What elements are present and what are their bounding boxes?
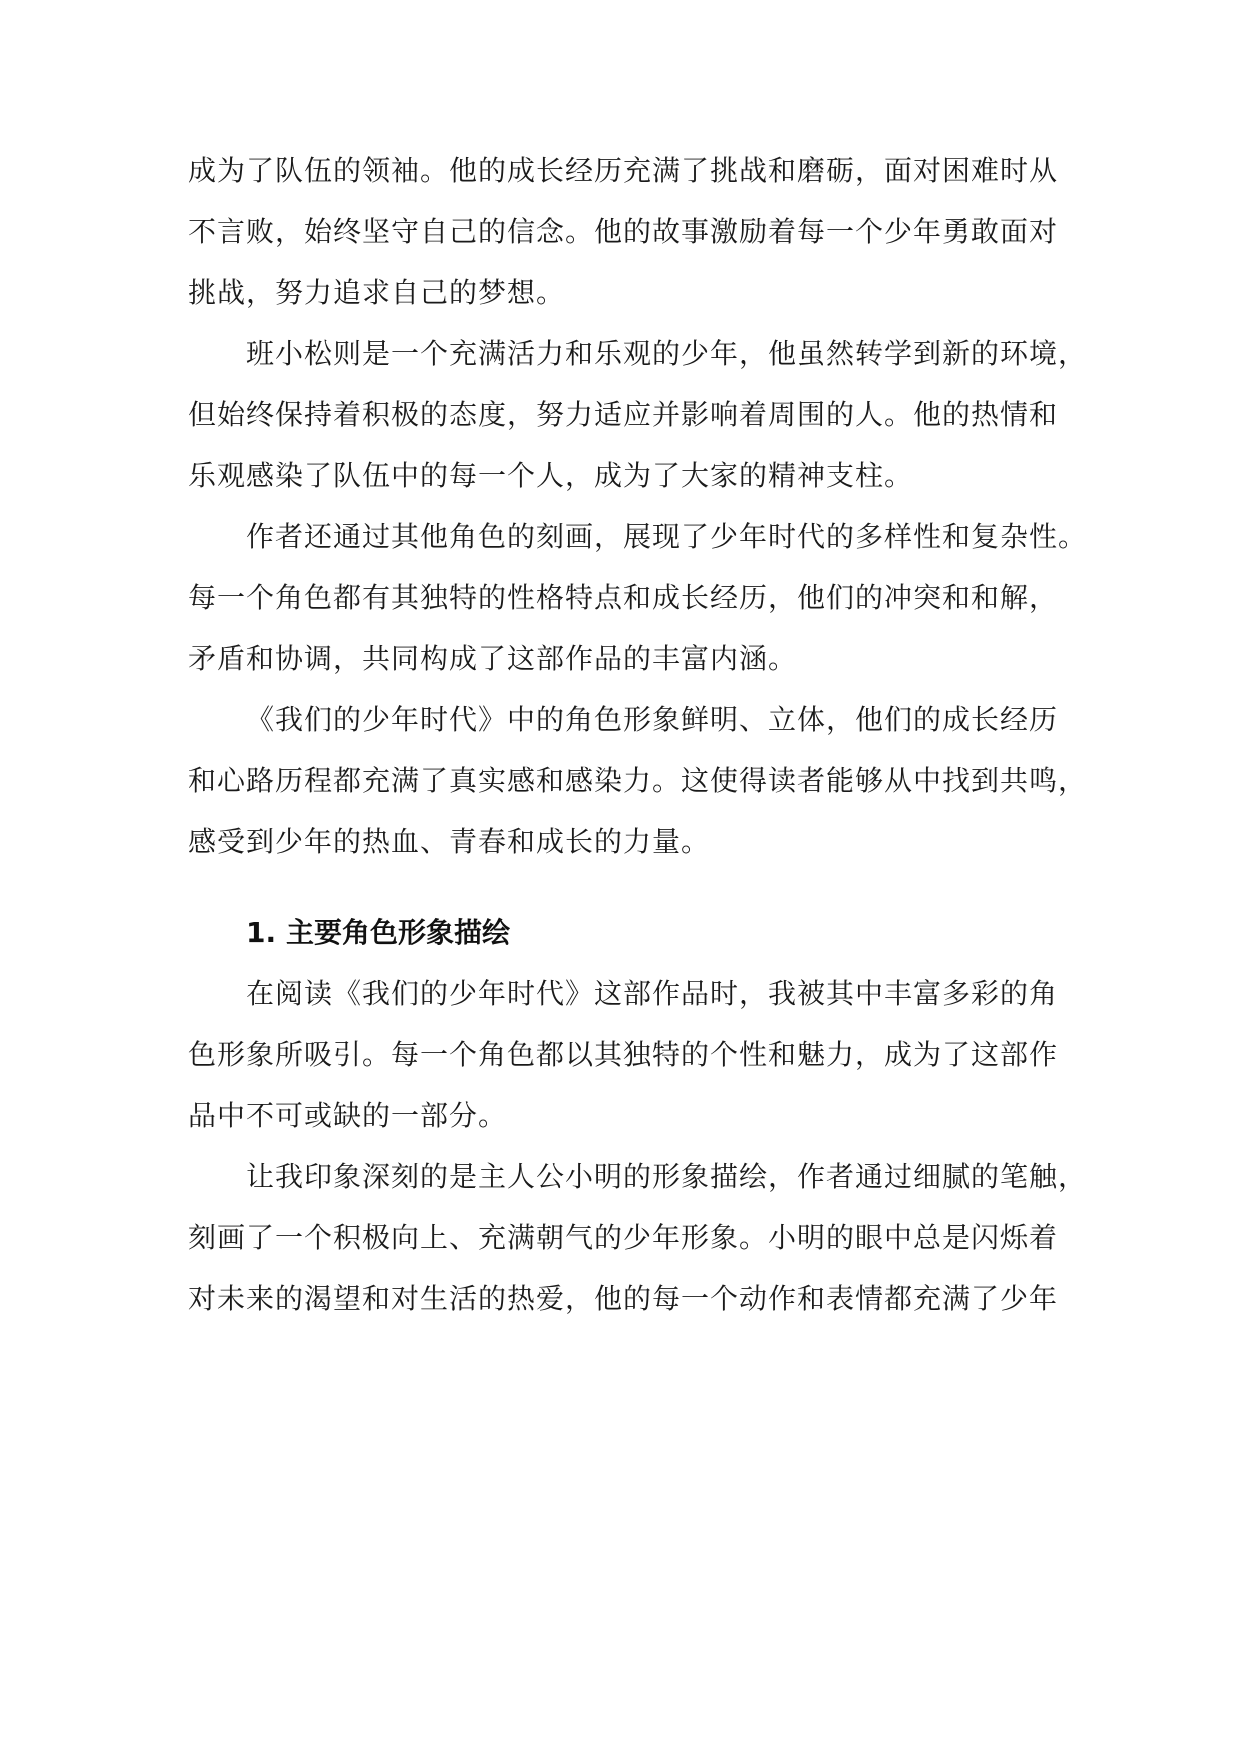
text-line: 刻画了一个积极向上、充满朝气的少年形象。小明的眼中总是闪烁着 [188,1221,1059,1254]
paragraph [188,506,1088,689]
text-line: 品中不可或缺的一部分。 [188,1099,508,1132]
paragraph [188,323,1088,506]
section-number: 1. [246,916,277,949]
text-line: 每一个角色都有其独特的性格特点和成长经历，他们的冲突和和解， [188,581,1059,614]
text-line: 挑战，努力追求自己的梦想。 [188,276,566,309]
text-line: 和心路历程都充满了真实感和感染力。这使得读者能够从中找到共鸣， [188,764,1088,797]
text-line: 《我们的少年时代》中的角色形象鲜明、立体，他们的成长经历 [246,703,1059,736]
text-line: 成为了队伍的领袖。他的成长经历充满了挑战和磨砺，面对困难时从 [188,154,1059,187]
section-title: 主要角色形象描绘 [286,916,511,949]
text-line: 班小松则是一个充满活力和乐观的少年，他虽然转学到新的环境， [246,337,1088,370]
text-line: 在阅读《我们的少年时代》这部作品时，我被其中丰富多彩的角 [246,977,1059,1010]
document-body [188,140,1088,1329]
text-line: 但始终保持着积极的态度，努力适应并影响着周围的人。他的热情和 [188,398,1059,431]
paragraph [188,1146,1088,1329]
text-line: 作者还通过其他角色的刻画，展现了少年时代的多样性和复杂性。 [246,520,1088,553]
text-line: 色形象所吸引。每一个角色都以其独特的个性和魅力，成为了这部作 [188,1038,1059,1071]
text-line: 对未来的渴望和对生活的热爱，他的每一个动作和表情都充满了少年 [188,1282,1059,1315]
text-line: 矛盾和协调，共同构成了这部作品的丰富内涵。 [188,642,798,675]
paragraph [188,689,1088,872]
text-line: 感受到少年的热血、青春和成长的力量。 [188,825,711,858]
text-line: 不言败，始终坚守自己的信念。他的故事激励着每一个少年勇敢面对 [188,215,1059,248]
text-line: 乐观感染了队伍中的每一个人，成为了大家的精神支柱。 [188,459,914,492]
paragraph [188,963,1059,1146]
text-line: 让我印象深刻的是主人公小明的形象描绘，作者通过细腻的笔触， [246,1160,1088,1193]
paragraph [188,140,1059,323]
section-heading [188,902,1048,963]
